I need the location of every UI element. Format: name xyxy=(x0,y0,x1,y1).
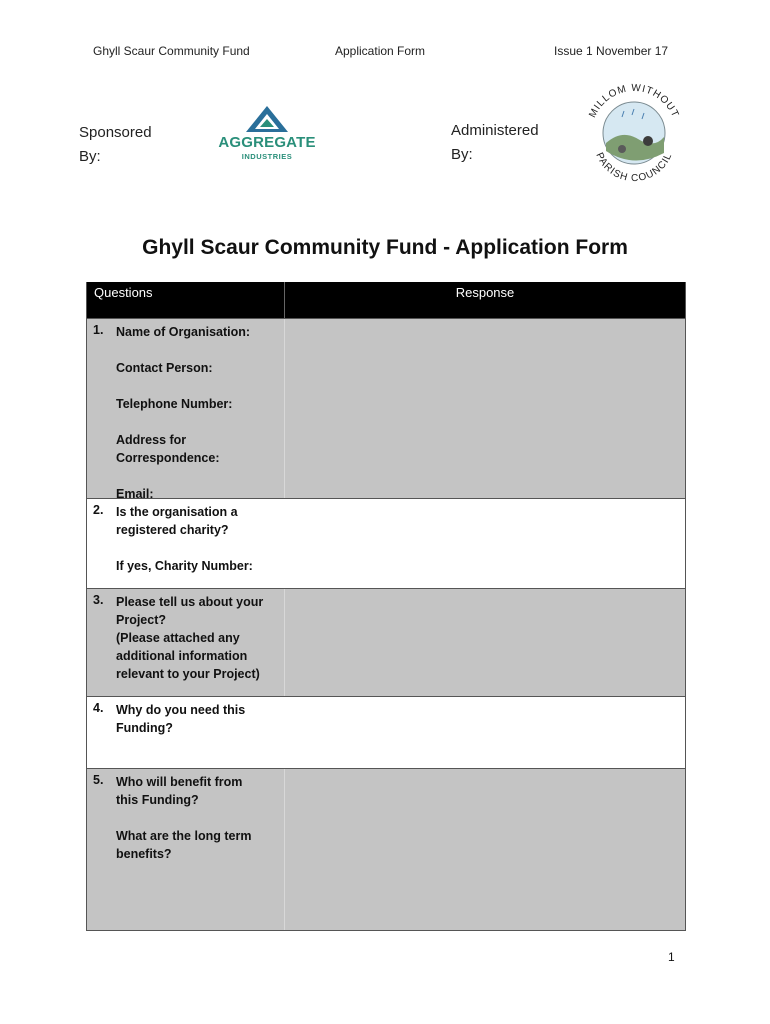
application-table xyxy=(86,282,686,931)
response-cell[interactable] xyxy=(285,589,685,696)
response-cell[interactable] xyxy=(285,499,685,588)
question-text-line: Telephone Number: xyxy=(116,397,233,411)
question-cell xyxy=(87,319,285,501)
table-row xyxy=(87,588,685,696)
question-text-line: additional information xyxy=(116,649,248,663)
question-text-line: this Funding? xyxy=(116,793,199,807)
question-cell xyxy=(87,499,285,588)
table-row xyxy=(87,498,685,588)
questions-header: Questions xyxy=(87,282,285,318)
question-text-line: Funding? xyxy=(116,721,173,735)
question-text-line: Contact Person: xyxy=(116,361,213,375)
administered-label-line1: Administered xyxy=(451,122,539,139)
question-text-line: Who will benefit from xyxy=(116,775,243,789)
question-number: 1. xyxy=(93,323,104,337)
question-number: 3. xyxy=(93,593,104,607)
question-text-line: If yes, Charity Number: xyxy=(116,559,253,573)
header-right: Issue 1 November 17 xyxy=(554,44,669,58)
question-text-line: registered charity? xyxy=(116,523,229,537)
question-cell xyxy=(87,589,285,696)
sponsored-by-label xyxy=(79,121,169,169)
question-text-line: What are the long term xyxy=(116,829,252,843)
question-number: 2. xyxy=(93,503,104,517)
question-cell xyxy=(87,697,285,768)
page-number: 1 xyxy=(668,950,675,964)
parish-council-seal xyxy=(582,77,686,185)
header-left: Ghyll Scaur Community Fund xyxy=(93,44,250,58)
response-header: Response xyxy=(455,285,515,300)
question-text-line: Project? xyxy=(116,613,167,627)
table-row xyxy=(87,318,685,501)
table-body xyxy=(87,318,685,930)
table-row xyxy=(87,696,685,768)
question-text-line: benefits? xyxy=(116,847,172,861)
question-text-line: Correspondence: xyxy=(116,451,220,465)
header-center: Application Form xyxy=(335,44,426,58)
logo-aggregate-text: AGGREGATE xyxy=(218,134,316,151)
question-number: 4. xyxy=(93,701,104,715)
sponsored-label-line2: By: xyxy=(79,148,101,165)
table-header xyxy=(87,282,685,318)
response-cell[interactable] xyxy=(285,697,685,768)
response-cell[interactable] xyxy=(285,769,685,930)
question-text-line: Name of Organisation: xyxy=(116,325,251,339)
question-text-line: (Please attached any xyxy=(116,631,240,645)
question-text-line: Is the organisation a xyxy=(116,505,238,519)
question-cell xyxy=(87,769,285,930)
question-text-line: Address for xyxy=(116,433,187,447)
question-text-line: relevant to your Project) xyxy=(116,667,260,681)
administered-by-label xyxy=(451,119,561,167)
administered-label-line2: By: xyxy=(451,146,473,163)
table-row xyxy=(87,768,685,930)
question-text-line: Please tell us about your xyxy=(116,595,264,609)
question-number: 5. xyxy=(93,773,104,787)
seal-top-text: MILLOM WITHOUT xyxy=(587,82,681,120)
sponsored-label-line1: Sponsored xyxy=(79,124,152,141)
aggregate-industries-logo xyxy=(215,105,319,165)
page-title: Ghyll Scaur Community Fund - Application Form xyxy=(142,236,628,259)
aggregate-triangle-icon xyxy=(245,105,289,133)
logo-industries-text: INDUSTRIES xyxy=(241,152,293,161)
question-text-line: Why do you need this xyxy=(116,703,246,717)
response-cell[interactable] xyxy=(285,319,685,498)
seal-bottom-text: PARISH COUNCIL xyxy=(593,151,675,185)
question-text-line: Email: xyxy=(116,487,154,501)
